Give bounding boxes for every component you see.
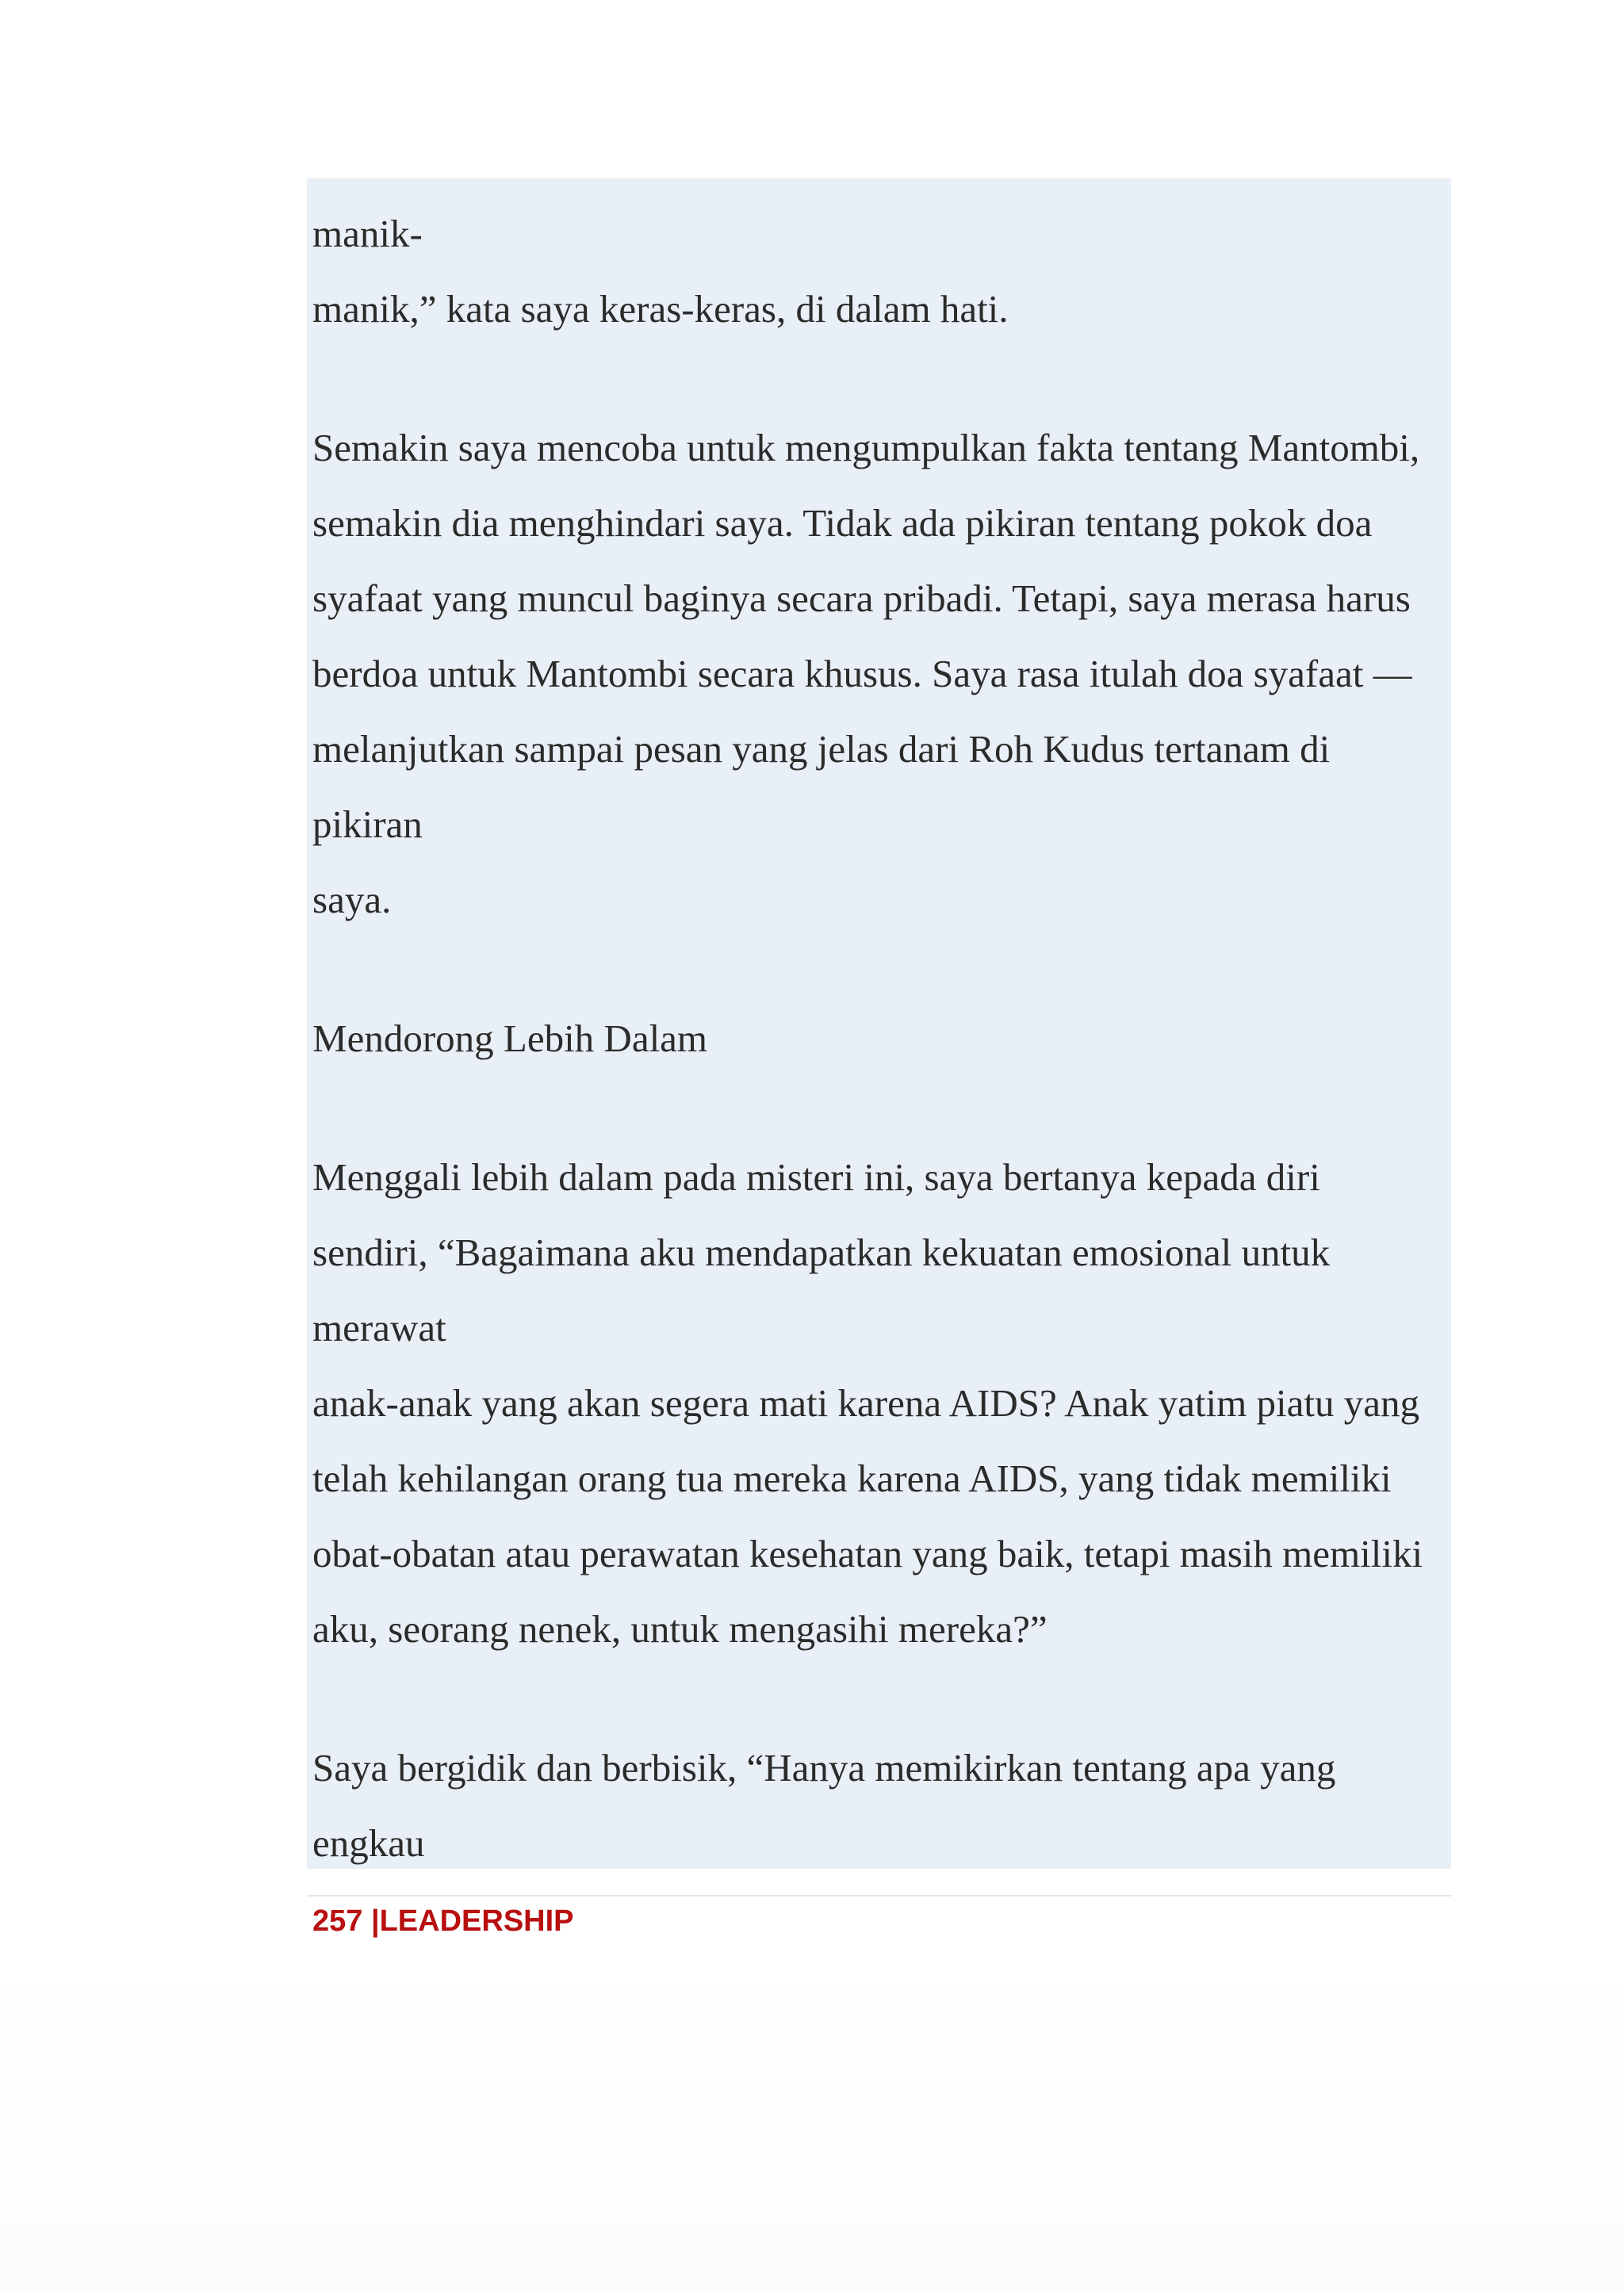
text-line: obat-obatan atau perawatan kesehatan yang baik, tetapi masih memiliki bbox=[312, 1532, 1423, 1575]
text-line: semakin dia menghindari saya. Tidak ada pikiran tentang pokok doa bbox=[312, 501, 1373, 545]
page-footer: 257 |LEADERSHIP bbox=[312, 1904, 574, 1938]
section-heading: Mendorong Lebih Dalam bbox=[312, 1016, 708, 1060]
text-line: Semakin saya mencoba untuk mengumpulkan fakta tentang Mantombi, bbox=[312, 426, 1420, 469]
text-line: berdoa untuk Mantombi secara khusus. Saya rasa itulah doa syafaat — bbox=[312, 652, 1412, 695]
text-line: aku, seorang nenek, untuk mengasihi mereka?” bbox=[312, 1607, 1048, 1651]
text-line: telah kehilangan orang tua mereka karena AIDS, yang tidak memiliki bbox=[312, 1457, 1392, 1500]
text-line: pikiran bbox=[312, 802, 423, 846]
text-line: manik,” kata saya keras-keras, di dalam hati. bbox=[312, 287, 1009, 331]
text-line: Saya bergidik dan berbisik, “Hanya memikirkan tentang apa yang bbox=[312, 1746, 1336, 1790]
text-line: manik- bbox=[312, 212, 423, 255]
text-line: melanjutkan sampai pesan yang jelas dari Roh Kudus tertanam di bbox=[312, 727, 1331, 771]
text-line: saya. bbox=[312, 878, 392, 921]
text-line: syafaat yang muncul baginya secara pribadi. Tetapi, saya merasa harus bbox=[312, 576, 1411, 620]
text-line: sendiri, “Bagaimana aku mendapatkan kekuatan emosional untuk bbox=[312, 1231, 1331, 1274]
text-line: engkau bbox=[312, 1821, 425, 1865]
footer-divider bbox=[307, 1895, 1451, 1897]
text-line: anak-anak yang akan segera mati karena AIDS? Anak yatim piatu yang bbox=[312, 1381, 1419, 1425]
text-line: merawat bbox=[312, 1306, 446, 1349]
text-line: Menggali lebih dalam pada misteri ini, saya bertanya kepada diri bbox=[312, 1155, 1320, 1199]
